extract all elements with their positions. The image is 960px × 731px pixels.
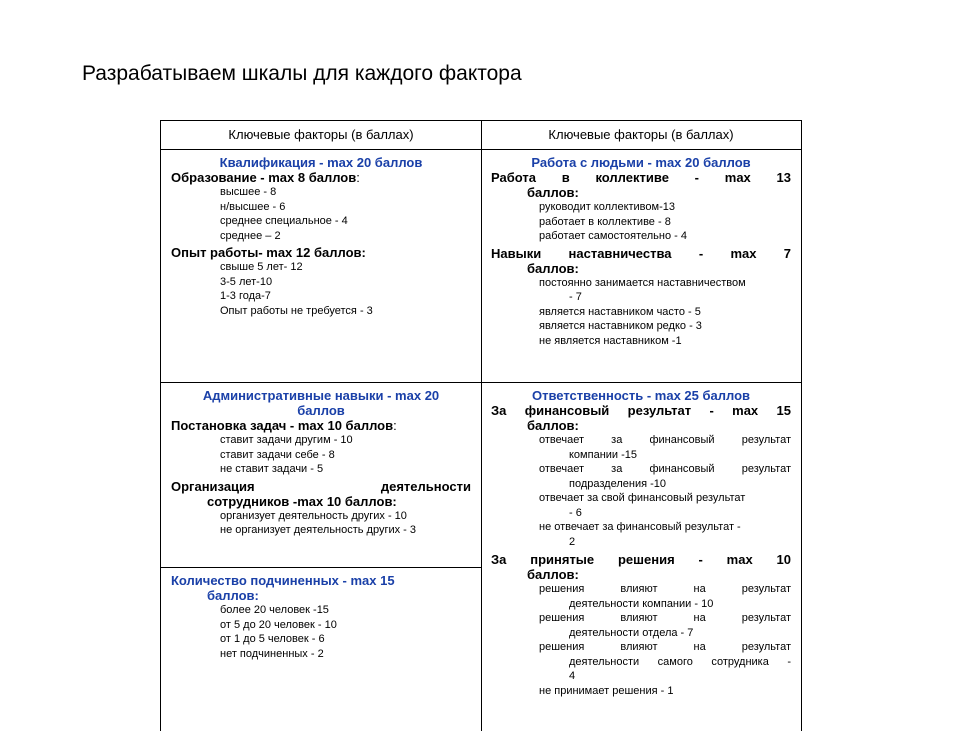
subordinates-title: Количество подчиненных - max 15 — [171, 573, 395, 588]
list-item: от 5 до 20 человек - 10 — [220, 618, 337, 631]
mentor-list — [491, 276, 791, 349]
admin-title-cont: баллов — [297, 403, 345, 418]
decisions-heading-cont: баллов: — [527, 567, 579, 582]
column-divider — [481, 121, 482, 731]
list-item: высшее - 8 — [220, 186, 277, 198]
org-list — [171, 509, 471, 538]
list-item: среднее – 2 — [220, 229, 281, 242]
admin-cell — [171, 388, 471, 538]
org-heading: Организация деятельности — [171, 478, 471, 494]
slide-title: Разрабатываем шкалы для каждого фактора — [82, 62, 522, 85]
fin-heading-cont: баллов: — [527, 418, 579, 433]
list-item-cont: - 7 — [569, 291, 582, 303]
subordinates-cell — [171, 573, 471, 661]
factors-table — [160, 120, 802, 731]
list-item: ставит задачи другим - 10 — [220, 434, 353, 446]
team-list — [491, 200, 791, 244]
list-item: нет подчиненных - 2 — [220, 647, 324, 660]
list-item: не организует деятельность других - 3 — [220, 524, 417, 536]
list-item: отвечает за свой финансовый результат — [539, 492, 746, 504]
list-item: не ставит задачи - 5 — [220, 463, 324, 475]
experience-heading: Опыт работы- max 12 баллов: — [171, 245, 366, 260]
team-heading: Работа в коллективе - max 13 — [491, 170, 791, 185]
list-item: руководит коллективом-13 — [539, 201, 675, 213]
table-header-left: Ключевые факторы (в баллах) — [228, 127, 414, 142]
list-item: работает в коллективе - 8 — [539, 215, 671, 228]
subordinates-list — [171, 603, 471, 661]
list-item: свыше 5 лет- 12 — [220, 261, 303, 273]
list-item: 3-5 лет-10 — [220, 275, 273, 288]
decisions-list — [491, 582, 791, 698]
list-item: более 20 человек -15 — [220, 604, 329, 616]
list-item: постоянно занимается наставничеством — [539, 276, 746, 289]
list-item: является наставником часто - 5 — [539, 305, 701, 318]
education-heading: Образование - max 8 баллов: — [171, 170, 360, 185]
list-item: решения влияют на результат — [539, 641, 791, 653]
tasks-heading: Постановка задач - max 10 баллов: — [171, 418, 397, 433]
tasks-list — [171, 433, 471, 477]
list-item-cont: - 6 — [569, 506, 582, 519]
list-item-cont: деятельности самого сотрудника - — [569, 655, 791, 668]
subordinates-title-cont: баллов: — [207, 588, 259, 603]
responsibility-cell — [491, 388, 791, 698]
list-item: от 1 до 5 человек - 6 — [220, 633, 325, 645]
admin-title: Административные навыки - max 20 — [202, 388, 440, 403]
list-item: решения влияют на результат — [539, 612, 791, 624]
list-item: не отвечает за финансовый результат - — [539, 521, 741, 533]
header-divider — [161, 149, 801, 150]
list-item: среднее специальное - 4 — [220, 215, 348, 227]
list-item: решения влияют на результат — [539, 583, 791, 595]
list-item-cont: 2 — [569, 535, 576, 548]
list-item-cont: 4 — [569, 670, 576, 682]
mentor-heading-cont: баллов: — [527, 260, 579, 276]
list-item-cont: подразделения -10 — [569, 477, 667, 490]
people-cell — [491, 155, 791, 348]
qualification-cell — [171, 155, 471, 318]
experience-list — [171, 260, 471, 318]
left-row-divider — [161, 567, 481, 568]
fin-list — [491, 433, 791, 549]
org-heading-cont: сотрудников -max 10 баллов: — [207, 493, 397, 509]
list-item-cont: деятельности компании - 10 — [569, 597, 714, 610]
team-heading-cont: баллов: — [527, 185, 579, 200]
mentor-heading: Навыки наставничества - max 7 — [491, 245, 791, 261]
fin-heading: За финансовый результат - max 15 — [491, 403, 791, 418]
people-title: Работа с людьми - max 20 баллов — [531, 155, 751, 170]
list-item-cont: компании -15 — [569, 448, 638, 461]
list-item: Опыт работы не требуется - 3 — [220, 304, 373, 317]
list-item: является наставником редко - 3 — [539, 320, 702, 332]
list-item: н/высшее - 6 — [220, 200, 286, 213]
row-divider — [161, 382, 801, 383]
list-item: отвечает за финансовый результат — [539, 434, 791, 446]
responsibility-title: Ответственность - max 25 баллов — [531, 388, 751, 403]
table-header-right: Ключевые факторы (в баллах) — [548, 127, 734, 142]
qualification-title: Квалификация - max 20 баллов — [219, 155, 423, 170]
list-item: отвечает за финансовый результат — [539, 463, 791, 475]
list-item: не принимает решения - 1 — [539, 684, 674, 697]
decisions-heading: За принятые решения - max 10 — [491, 552, 791, 567]
list-item: организует деятельность других - 10 — [220, 509, 407, 522]
education-list — [171, 185, 471, 243]
list-item: 1-3 года-7 — [220, 290, 271, 302]
list-item-cont: деятельности отдела - 7 — [569, 626, 694, 639]
list-item: работает самостоятельно - 4 — [539, 230, 687, 242]
list-item: не является наставником -1 — [539, 334, 682, 347]
list-item: ставит задачи себе - 8 — [220, 448, 335, 461]
